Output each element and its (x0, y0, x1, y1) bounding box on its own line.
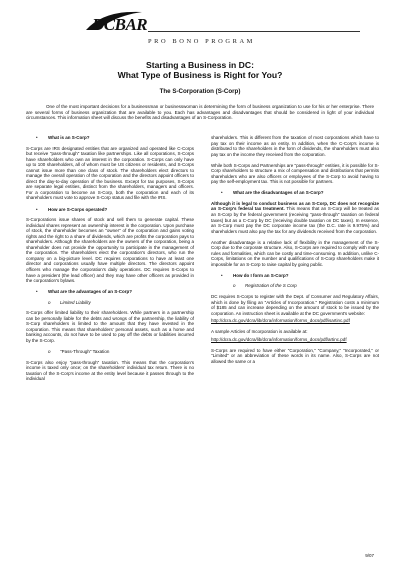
bullet-icon: • (36, 206, 38, 212)
circle-bullet-icon: o (48, 349, 51, 354)
question-heading (221, 273, 379, 279)
right-column (211, 135, 379, 370)
page-number: 9/07 (365, 553, 374, 558)
header-rule (148, 31, 360, 32)
paragraph: S-Corps also enjoy "pass-through" taxation. This means that the corporation's income is taxed only once; on the shareholders' individual tax return. There is no taxation of the S-Corp's income at the entity level because it passes through to the individual (26, 359, 194, 382)
program-name: PRO BONO PROGRAM (148, 38, 255, 45)
paragraph-text: This means that an S-Corp will be treated as an S-Corp by the federal government (receiving "pass-through" taxation on federal taxes) but as a C-Corp by DC (receiving double taxation on DC taxes). In essence, an S-Corp must pay the DC corporate income tax (the D.C. rate is 9.975%) and shareholders must also pay the tax for any dividends received from the corporation. (211, 206, 379, 234)
dcbar-logo (84, 8, 154, 38)
paragraph: S-Corporations issue shares of stock and sell them to generate capital. These individual shares represent an ownership interest in the corporation. Upon purchase of stock, the shareholder becomes an "owner" of the corporation and gains voting rights and the right to a share of dividends, which are profits the corporation pays to shareholders. Although the shareholders are the owners of the corporation, being a shareholder does not provide the opportunity to participate in the management of the corporation. The shareholders elect the corporation's directors, who run the company on a big-picture level. DC requires corporations to have at least one director and corporations usually have multiple directors. The directors appoint officers who manage the corporation's daily operations. DC requires S-Corps to have a president (the lead officer) and they may have other officers as provided in the corporation's bylaws. (26, 217, 194, 284)
paragraph: A sample Articles of Incorporation is available at: (211, 329, 308, 335)
logo-text: DCBAR (92, 15, 148, 34)
subheading-text: Registration of the S Corp (245, 283, 297, 289)
left-column (26, 135, 194, 387)
question-heading (36, 289, 194, 295)
question-text: How are S-Corps operated? (48, 206, 108, 212)
paragraph: shareholders. This is different from the taxation of most corporations which have to pay tax on their income as an entity. In addition, when the C-Corp's income is distributed to the shareholders in the form of dividends, the shareholders must also pay tax on the income they received from the corporation. (211, 135, 379, 157)
paragraph: S-Corps offer limited liability to their shareholders. While partners in a partnership can be personally liable for the debts and wrongs of the partnership, the liability of S-Corp shareholders is limited to the amount that they have invested in the corporation. This means that shareholders' personal assets, such as a home and banking accounts, do not have to be used to pay off the debts or liabilities incurred by the S-Corp. (26, 310, 194, 343)
title-line-1: Starting a Business in DC: (146, 60, 254, 70)
intro-paragraph: One of the most important decisions for a businessman or businesswoman is determining the form of business organization to use for his or her enterprise. There are several forms of business organization that are available to you. Each has advantages and disadvantages that should be considered in light of your individual circumstances. This information sheet will discuss the benefits and disadvantages of an S-Corporation. (26, 104, 374, 121)
letterhead (0, 0, 400, 58)
paragraph: DC requires S-Corps to register with the Dept. of Consumer and Regulatory Affairs, which is done by filing an "Articles of Incorporation." Registration costs a minimum of $185 and can increase depending on the amount of stock to be issued by the corporation. An instruction sheet is available at the DC government's website: (211, 294, 379, 316)
subheading-text: Limited Liability (60, 299, 91, 305)
bullet-icon: • (36, 135, 38, 140)
paragraph: Another disadvantage is a relative lack of flexibility in the management of the S-Corp due to the corporate structure. Also, S-Corps are required to comply with many rules and formalities, which can be costly and time-consuming. In addition, unlike C-Corps, limitations on the number and qualifications of S-Corp shareholders make it impossible for an S-Corp to raise capital by going public. (211, 239, 379, 267)
bullet-icon: • (221, 272, 223, 278)
question-heading (36, 135, 194, 141)
subheading (48, 300, 194, 306)
paragraph: S-Corps are IRS designated entities that are organized and operated like C-Corps but receive "pass-through" taxation like partnerships. Like all corporations, S-Corps have shareholders who own an interest in the corporation. S-Corps can only have up to 100 shareholders, all of whom must be US citizens or residents, and S-Corps cannot issue more than one class of stock. The shareholders elect directors to manage the overall operation of the corporation and the directors appoint officers to direct the day-to-day operation of the business. Except for tax purposes, S-Corps are separate legal entities, distinct from the shareholders, managers and officers. For a corporation to become an S-Corp, both the corporation and each of its shareholders must vote to approve S-Corp status and file with the IRS. (26, 145, 194, 201)
instruction-sheet-link[interactable]: http://dcra.dc.gov/dcra/lib/dcra/information/forms_docs/pdf/isartinc.pdf (211, 318, 350, 324)
question-text: What is an S-Corp? (48, 135, 90, 140)
circle-bullet-icon: o (48, 299, 51, 305)
section-subtitle: The S-Corporation (S-Corp) (159, 88, 241, 95)
question-heading (36, 207, 194, 213)
bold-statement: Although it is legal to conduct business as an S-Corp, DC does not recognize an S-Corp's federal tax treatment. (211, 200, 379, 212)
question-text: How do I form an S-Corp? (233, 272, 289, 278)
bullet-icon: • (36, 289, 38, 295)
sample-articles-link[interactable]: http://dcra.dc.gov/dcra/lib/dcra/information/forms_docs/pdf/artinc.pdf (211, 336, 347, 342)
question-heading (221, 190, 379, 196)
paragraph (211, 201, 379, 234)
bullet-icon: • (221, 190, 223, 196)
question-text: What are the advantages of an S-Corp? (48, 289, 133, 295)
circle-bullet-icon: o (233, 283, 236, 289)
question-text: What are the disadvantages of an S-Corp? (233, 190, 324, 196)
paragraph: S-Corps are required to have either "Corporation," "Company," "Incorporated," or "Limited" or an abbreviation of these words in its name. Also, S-Corps are not allowed the same or a (211, 347, 379, 364)
paragraph: While both S-Corps and Partnerships are "pass-through" entities, it is possible for S-Corp shareholders to structure a mix of compensation and distributions that permits shareholders who are also officers or employees of the S-Corp to avoid having to pay the self-employment tax. This is not possible for partners. (211, 162, 379, 185)
title-line-2: What Type of Business is Right for You? (117, 70, 283, 80)
subheading-text: "Pass-Through" Taxation (60, 349, 110, 354)
subheading (48, 349, 194, 355)
subheading (233, 283, 379, 289)
